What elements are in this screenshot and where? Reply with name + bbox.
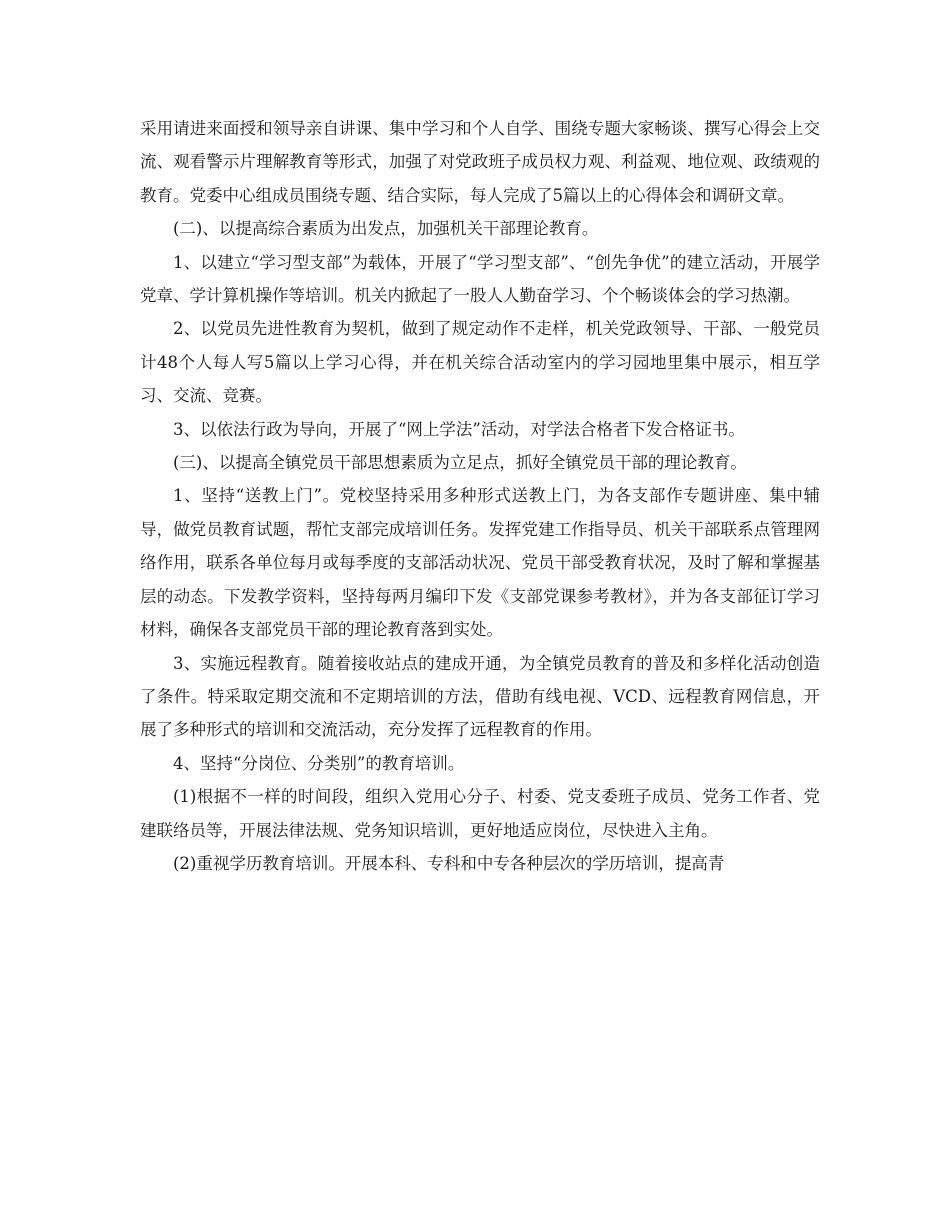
paragraph-item-send-teaching: 1、坚持“送教上门”。党校坚持采用多种形式送教上门，为各支部作专题讲座、集中辅导，做党员教育试题，帮忙支部完成培训任务。发挥党建工作指导员、机关干部联系点管理网络作用，联系各单位每月或每季度的支部活动状况、党员干部受教育状况，及时了解和掌握基层的动态。下发教学资料，坚持每两月编印下发《支部党课参考教材》，并为各支部征订学习材料，确保各支部党员干部的理论教育落到实处。 bbox=[140, 486, 820, 640]
paragraph-item-4-heading: 4、坚持“分岗位、分类别”的教育培训。 bbox=[173, 753, 465, 773]
paragraph-subitem-2: (2)重视学历教育培训。开展本科、专科和中专各种层次的学历培训，提高青 bbox=[173, 853, 725, 873]
paragraph-item-1: 1、以建立“学习型支部”为载体，开展了“学习型支部”、“创先争优”的建立活动，开展学党章、学计算机操作等培训。机关内掀起了一股人人勤奋学习、个个畅谈体会的学习热潮。 bbox=[140, 252, 820, 306]
paragraph-subitem-1: (1)根据不一样的时间段，组织入党用心分子、村委、党支委班子成员、党务工作者、党建联络员等，开展法律法规、党务知识培训，更好地适应岗位，尽快进入主角。 bbox=[140, 787, 820, 840]
section-heading-2: (二)、以提高综合素质为出发点，加强机关干部理论教育。 bbox=[173, 219, 599, 239]
section-heading-3: (三)、以提高全镇党员干部思想素质为立足点，抓好全镇党员干部的理论教育。 bbox=[173, 453, 747, 473]
paragraph-item-3: 3、以依法行政为导向，开展了“网上学法”活动，对学法合格者下发合格证书。 bbox=[173, 419, 745, 439]
document-body bbox=[140, 112, 820, 880]
paragraph-continuation: 采用请进来面授和领导亲自讲课、集中学习和个人自学、围绕专题大家畅谈、撰写心得会上交流、观看警示片理解教育等形式，加强了对党政班子成员权力观、利益观、地位观、政绩观的教育。党委中心组成员围绕专题、结合实际，每人完成了5篇以上的心得体会和调研文章。 bbox=[140, 119, 820, 205]
paragraph-item-remote-education: 3、实施远程教育。随着接收站点的建成开通，为全镇党员教育的普及和多样化活动创造了条件。特采取定期交流和不定期培训的方法，借助有线电视、VCD、远程教育网信息，开展了多种形式的培训和交流活动，充分发挥了远程教育的作用。 bbox=[140, 653, 820, 740]
paragraph-item-2: 2、以党员先进性教育为契机，做到了规定动作不走样，机关党政领导、干部、一般党员计48个人每人写5篇以上学习心得，并在机关综合活动室内的学习园地里集中展示，相互学习、交流、竞赛。 bbox=[140, 319, 820, 406]
